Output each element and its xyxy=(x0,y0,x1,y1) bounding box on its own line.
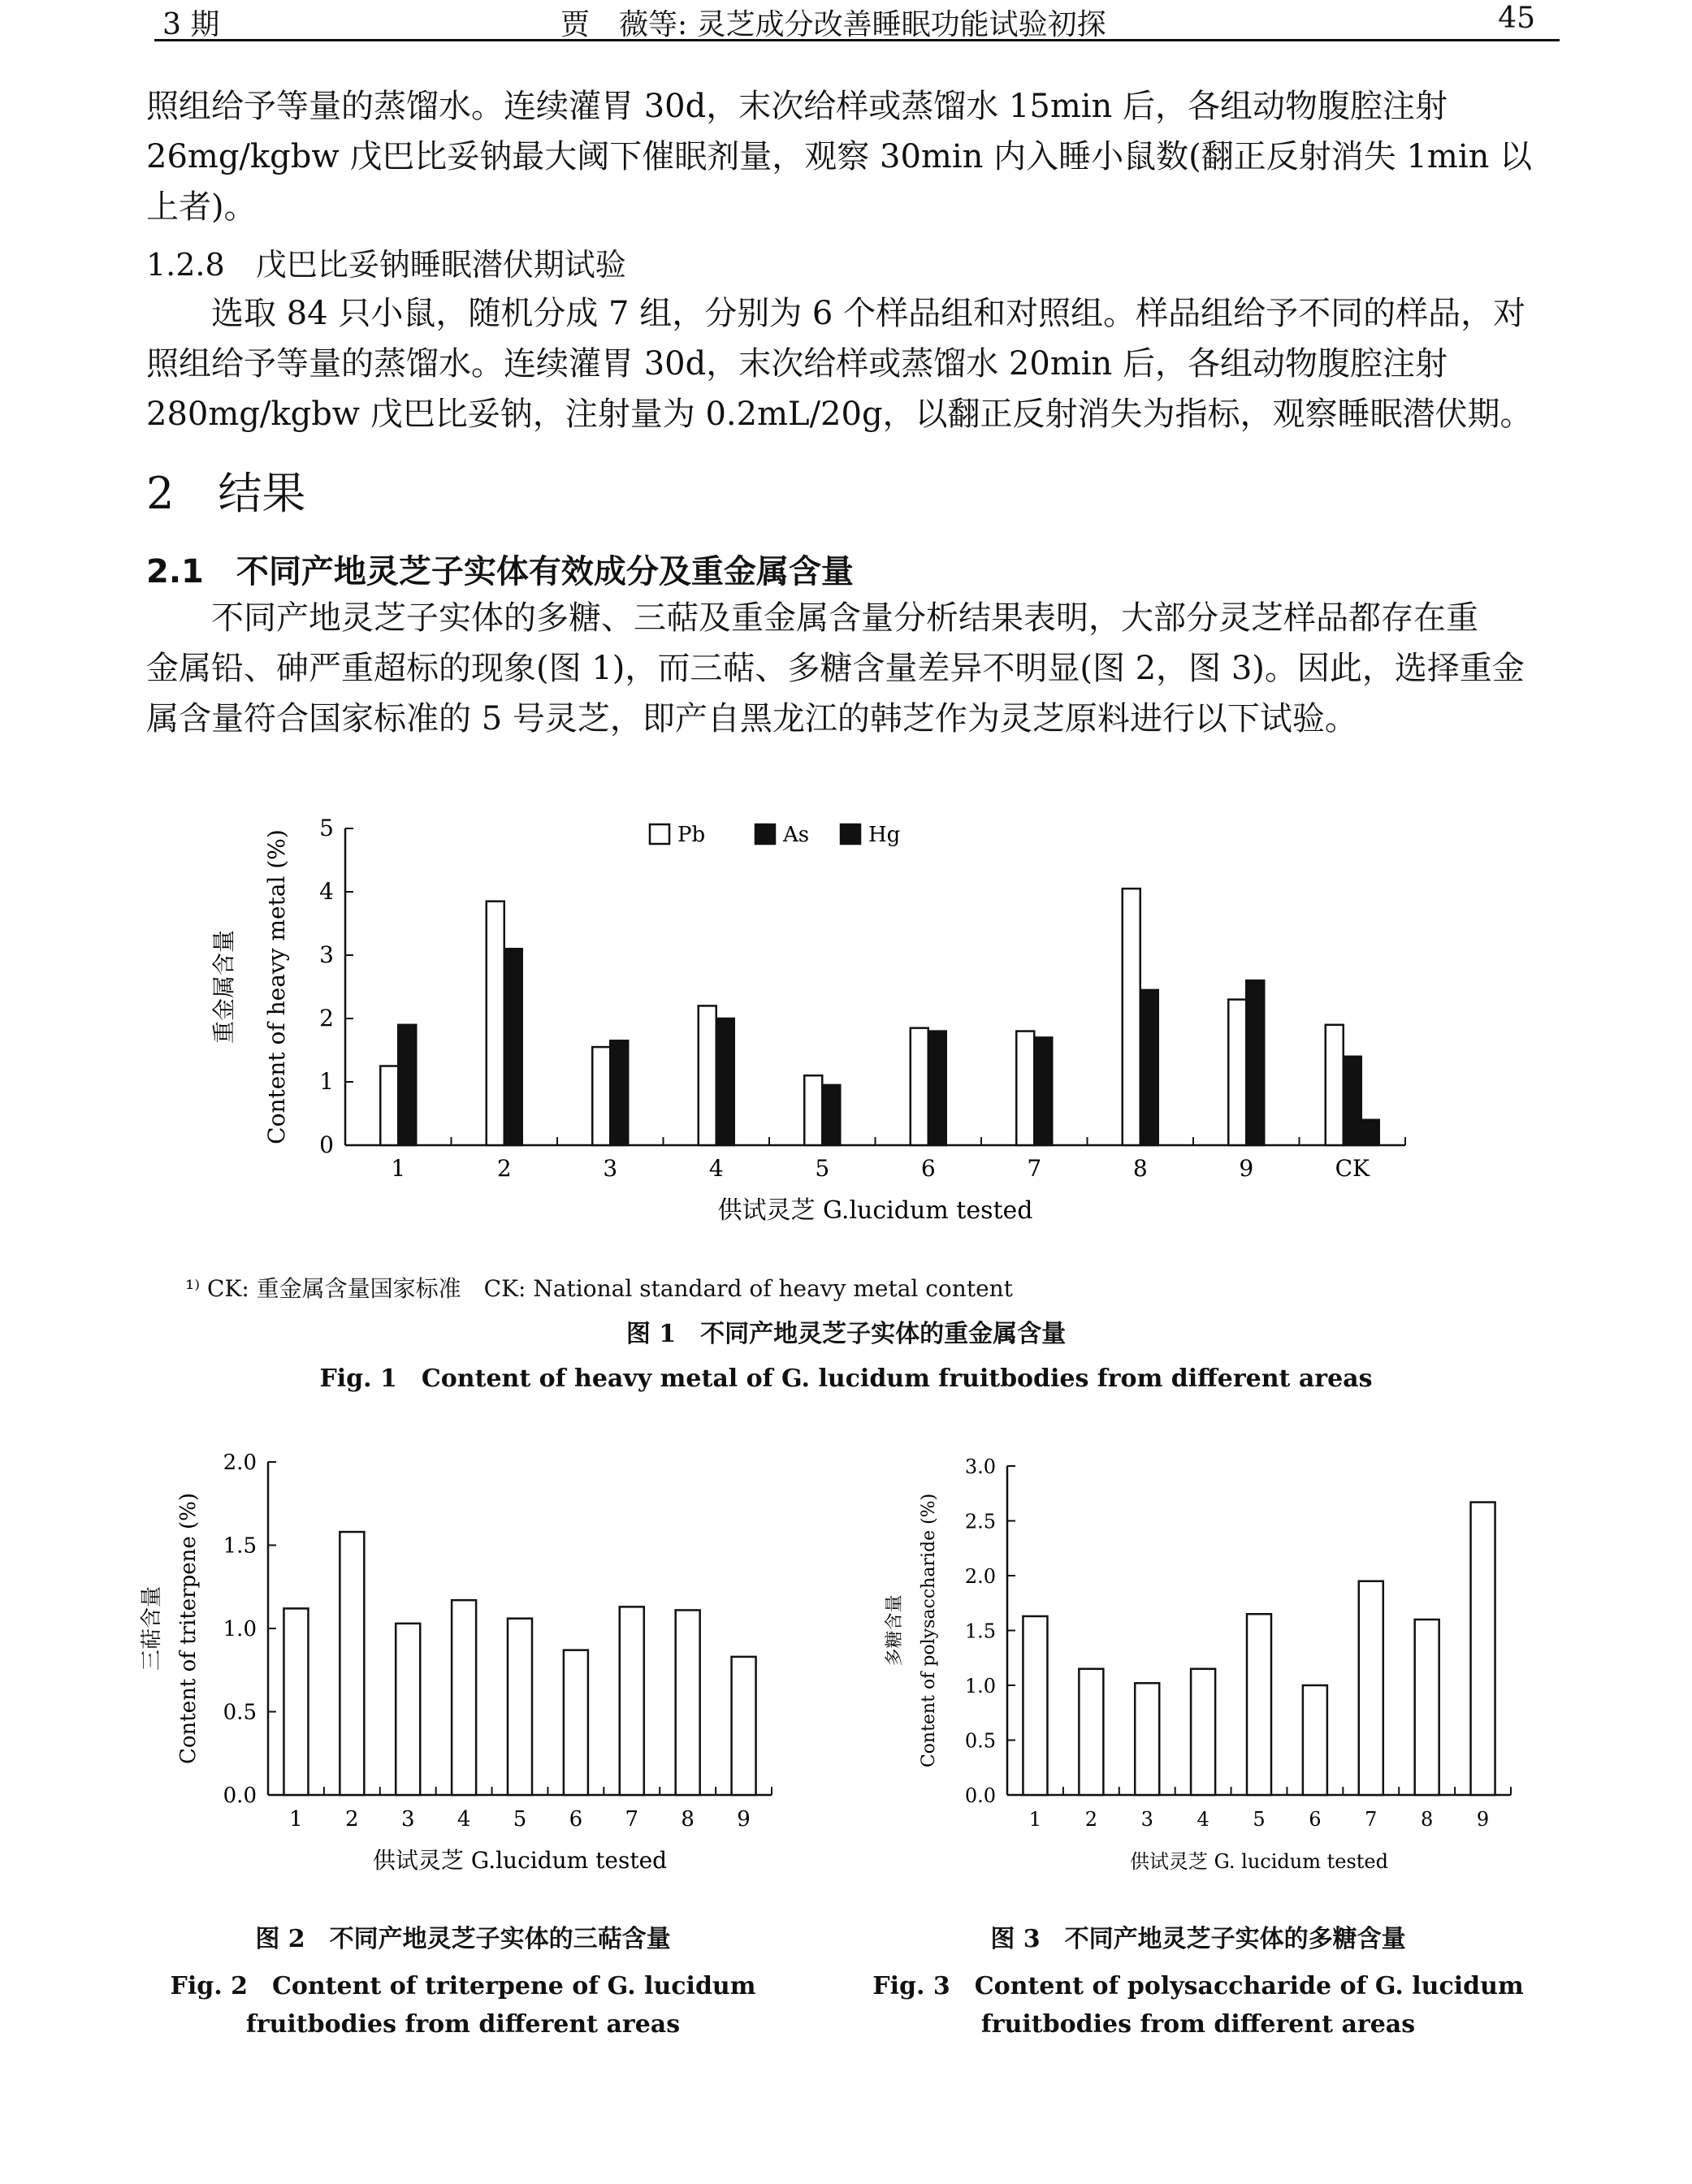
bar xyxy=(1123,889,1140,1145)
x-tick-label: 8 xyxy=(681,1807,695,1832)
y-axis-label-cn: 三萜含量 xyxy=(140,1585,164,1672)
figure-2-caption-cn: 图 2 不同产地灵芝子实体的三萜含量 xyxy=(255,1925,671,1953)
bar xyxy=(1140,990,1158,1145)
legend-swatch xyxy=(841,824,860,844)
x-tick-label: 4 xyxy=(708,1155,724,1182)
text-line: 不同产地灵芝子实体的多糖、三萜及重金属含量分析结果表明，大部分灵芝样品都存在重 xyxy=(146,599,1478,637)
y-tick-label: 2.0 xyxy=(223,1451,257,1475)
x-tick-label: 4 xyxy=(1197,1808,1209,1831)
y-axis-label: Content of triterpene (%) xyxy=(176,1492,201,1765)
y-tick-label: 0.5 xyxy=(223,1700,257,1725)
running-header xyxy=(154,0,1560,41)
issue-label: 3 期 xyxy=(162,8,220,41)
bar xyxy=(592,1047,610,1145)
y-tick-label: 3.0 xyxy=(964,1455,996,1478)
y-tick-label: 0.5 xyxy=(964,1729,996,1753)
y-axis-label: Content of heavy metal (%) xyxy=(263,829,290,1144)
x-tick-label: 1 xyxy=(289,1807,303,1832)
text-line: 金属铅、砷严重超标的现象(图 1)，而三萜、多糖含量差异不明显(图 2，图 3)。因此，选择重金 xyxy=(146,650,1525,687)
x-tick-label: 7 xyxy=(1365,1808,1378,1831)
y-tick-label: 4 xyxy=(319,878,334,905)
bar xyxy=(504,949,522,1145)
bar xyxy=(732,1657,756,1795)
x-tick-label: 8 xyxy=(1421,1808,1434,1831)
bar xyxy=(620,1607,644,1795)
bar xyxy=(911,1028,928,1145)
legend-label: Pb xyxy=(677,823,706,847)
text-line: 选取 84 只小鼠，随机分成 7 组，分别为 6 个样品组和对照组。样品组给予不同的样品，对 xyxy=(146,295,1526,332)
y-tick-label: 1 xyxy=(319,1068,334,1095)
y-tick-label: 2 xyxy=(319,1005,334,1031)
y-tick-label: 1.5 xyxy=(964,1620,996,1643)
bar xyxy=(1326,1025,1344,1145)
y-tick-label: 1.0 xyxy=(223,1617,257,1641)
x-tick-label: 4 xyxy=(457,1807,471,1832)
x-tick-label: CK xyxy=(1335,1155,1370,1182)
bar xyxy=(396,1624,420,1795)
bar xyxy=(1471,1503,1495,1795)
figure-2-caption-en-1: Fig. 2 Content of triterpene of G. lucidum xyxy=(170,1972,756,2000)
y-tick-label: 1.5 xyxy=(223,1533,257,1559)
bar xyxy=(380,1066,398,1146)
x-tick-label: 1 xyxy=(1028,1808,1042,1831)
bar xyxy=(452,1600,476,1795)
bar xyxy=(610,1040,628,1145)
x-tick-label: 3 xyxy=(400,1807,415,1832)
bar xyxy=(340,1532,364,1795)
bar xyxy=(1191,1669,1215,1795)
x-tick-label: 2 xyxy=(345,1807,359,1832)
bar xyxy=(1359,1581,1383,1795)
y-tick-label: 3 xyxy=(319,941,334,968)
bar xyxy=(1016,1031,1034,1145)
y-axis-label-cn: 重金属含量 xyxy=(210,929,237,1044)
subsection-heading-128: 1.2.8 戊巴比妥钠睡眠潜伏期试验 xyxy=(146,247,626,283)
page-number: 45 xyxy=(1498,2,1535,35)
bar xyxy=(928,1031,946,1145)
y-axis-label-cn: 多糖含量 xyxy=(885,1594,905,1667)
text-line: 照组给予等量的蒸馏水。连续灌胃 30d，末次给样或蒸馏水 20min 后，各组动物腹腔注射 xyxy=(146,345,1448,383)
legend-label: Hg xyxy=(868,823,901,847)
figure-1-caption-en: Fig. 1 Content of heavy metal of G. lucidum fruitbodies from different areas xyxy=(319,1364,1373,1393)
x-tick-label: 6 xyxy=(920,1155,936,1182)
bar xyxy=(1135,1683,1159,1795)
x-tick-label: 2 xyxy=(1084,1808,1097,1831)
x-tick-label: 3 xyxy=(1140,1808,1153,1831)
x-tick-label: 8 xyxy=(1132,1155,1148,1182)
x-tick-label: 5 xyxy=(1253,1808,1266,1831)
bar xyxy=(699,1006,716,1145)
x-tick-label: 7 xyxy=(1027,1155,1042,1182)
x-axis-label: 供试灵芝 G.lucidum tested xyxy=(372,1847,668,1874)
x-tick-label: 3 xyxy=(603,1155,618,1182)
y-tick-label: 1.0 xyxy=(964,1675,996,1697)
bar xyxy=(1246,980,1264,1145)
y-tick-label: 0.0 xyxy=(223,1784,257,1808)
x-axis-label: 供试灵芝 G. lucidum tested xyxy=(1129,1850,1389,1873)
figure-1-chart xyxy=(195,804,1446,1259)
x-tick-label: 6 xyxy=(569,1807,583,1832)
header-title: 贾 薇等: 灵芝成分改善睡眠功能试验初探 xyxy=(560,8,1106,41)
figure-1-footnote: ¹⁾ CK: 重金属含量国家标准 CK: National standard of heavy metal content xyxy=(185,1275,1013,1302)
bar xyxy=(1415,1620,1439,1795)
bar xyxy=(283,1608,308,1795)
y-tick-label: 0.0 xyxy=(964,1784,996,1807)
y-axis-label: Content of polysaccharide (%) xyxy=(919,1493,939,1768)
bar xyxy=(508,1619,532,1795)
text-line: 上者)。 xyxy=(146,188,257,226)
bar xyxy=(1361,1120,1379,1145)
bar xyxy=(1079,1669,1103,1795)
paragraph-2 xyxy=(146,288,1560,439)
x-tick-label: 5 xyxy=(513,1807,527,1832)
figure-3-caption-cn: 图 3 不同产地灵芝子实体的多糖含量 xyxy=(990,1925,1406,1953)
y-tick-label: 5 xyxy=(319,815,334,841)
x-tick-label: 9 xyxy=(1239,1155,1254,1182)
figure-2-caption-en-2: fruitbodies from different areas xyxy=(245,2010,681,2039)
y-tick-label: 0 xyxy=(319,1131,334,1158)
bar xyxy=(1303,1685,1327,1795)
paragraph-1 xyxy=(146,81,1560,232)
y-tick-label: 2.0 xyxy=(964,1565,996,1588)
bar xyxy=(1344,1057,1361,1145)
x-tick-label: 6 xyxy=(1309,1808,1322,1831)
text-line: 照组给予等量的蒸馏水。连续灌胃 30d，末次给样或蒸馏水 15min 后，各组动物腹腔注射 xyxy=(146,88,1448,125)
bar xyxy=(1247,1614,1271,1795)
text-line: 26mg/kgbw 戊巴比妥钠最大阈下催眠剂量，观察 30min 内入睡小鼠数(翻正反射消失 1min 以 xyxy=(146,138,1533,175)
bar xyxy=(676,1610,700,1795)
bar xyxy=(398,1025,416,1145)
x-tick-label: 5 xyxy=(815,1155,830,1182)
x-tick-label: 7 xyxy=(625,1807,639,1832)
text-line: 属含量符合国家标准的 5 号灵芝，即产自黑龙江的韩芝作为灵芝原料进行以下试验。 xyxy=(146,700,1357,737)
bar xyxy=(1228,1000,1246,1145)
bar xyxy=(804,1075,822,1145)
y-tick-label: 2.5 xyxy=(964,1510,996,1533)
legend-swatch xyxy=(650,824,669,844)
x-tick-label: 2 xyxy=(496,1155,512,1182)
bar xyxy=(716,1018,734,1145)
x-tick-label: 1 xyxy=(391,1155,406,1182)
subsection-heading-21: 2.1 不同产地灵芝子实体有效成分及重金属含量 xyxy=(146,553,854,590)
figure-2-chart xyxy=(138,1438,788,1892)
bar xyxy=(1034,1037,1052,1145)
figure-3-caption-en-1: Fig. 3 Content of polysaccharide of G. lucidum xyxy=(872,1972,1524,2000)
figure-1-caption-cn: 图 1 不同产地灵芝子实体的重金属含量 xyxy=(625,1320,1067,1348)
section-heading: 2 结果 xyxy=(146,468,306,519)
bar xyxy=(822,1085,840,1145)
bar xyxy=(487,902,504,1145)
x-tick-label: 9 xyxy=(1476,1808,1490,1831)
x-tick-label: 9 xyxy=(737,1807,751,1832)
text-line: 280mg/kgbw 戊巴比妥钠，注射量为 0.2mL/20g，以翻正反射消失为指标，观察睡眠潜伏期。 xyxy=(146,396,1533,433)
paragraph-3 xyxy=(146,593,1560,744)
bar xyxy=(1023,1616,1047,1795)
figure-3-caption-en-2: fruitbodies from different areas xyxy=(980,2010,1416,2039)
x-axis-label: 供试灵芝 G.lucidum tested xyxy=(717,1196,1033,1225)
bar xyxy=(564,1650,588,1795)
legend-swatch xyxy=(755,824,775,844)
legend-label: As xyxy=(783,823,810,847)
figure-3-chart xyxy=(861,1438,1535,1892)
